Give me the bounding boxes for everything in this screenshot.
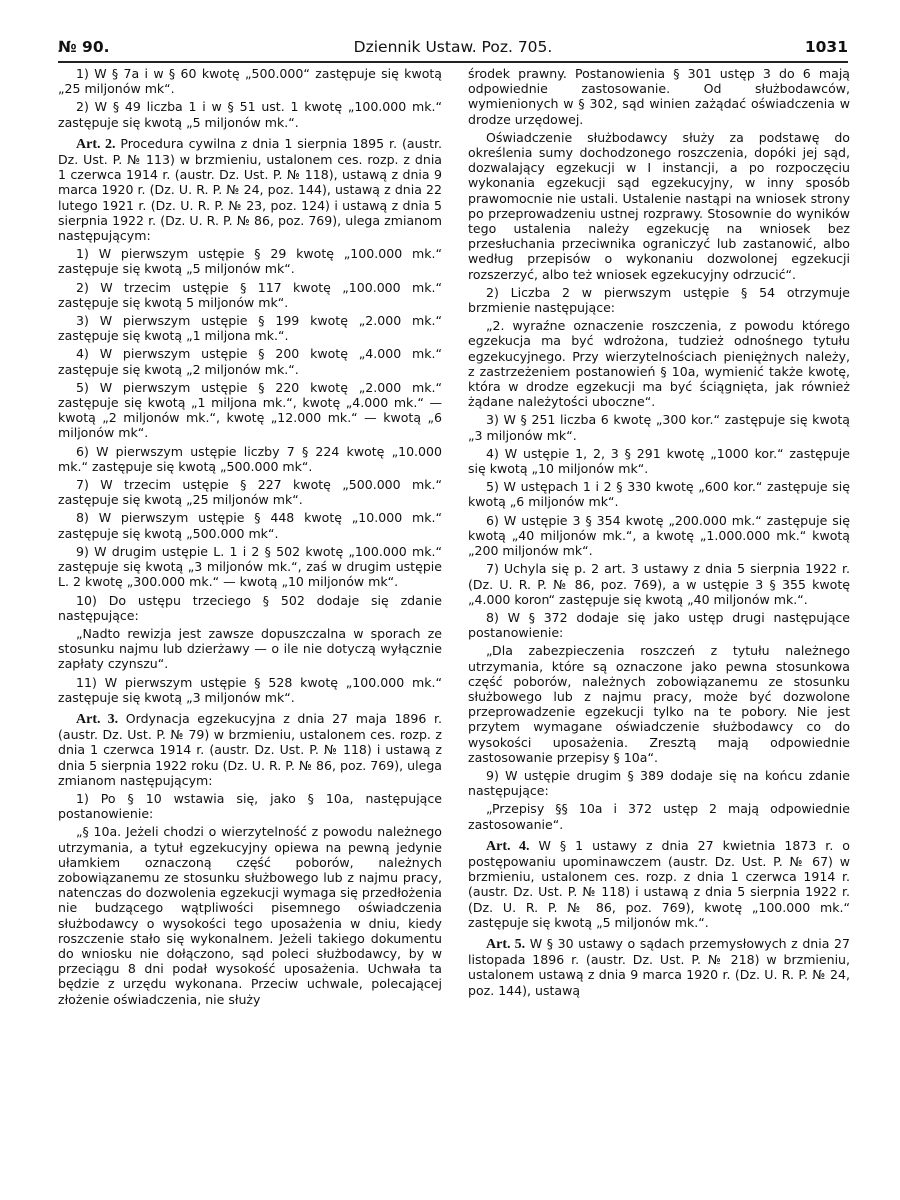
paragraph-text: 1) W § 7a i w § 60 kwotę „500.000“ zastępuje się kwotą „25 miljonów mk“. [58,66,442,97]
paragraph-text: „Nadto rewizja jest zawsze dopuszczalna w sporach ze stosunku najmu lub dzierżawy — o ile nie dotyczą wyłącznie zapłaty czynszu“. [58,625,442,672]
paragraph-text: 3) W § 251 liczba 6 kwotę „300 kor.“ zastępuje się kwotą „3 miljonów mk“. [468,412,850,443]
paragraph-text: W § 1 ustawy z dnia 27 kwietnia 1873 r. o postępowaniu upominawczem (austr. Dz. Ust. P. № 67) w brzmieniu, ustalonem ces. rozp. z dnia 1 czerwca 1914 r. (austr. Dz. Ust. P. № 118) i ustawą z dnia 5 sierpnia 1922 r. (Dz. U. R. P. № 86, poz. 769), kwotę „100.000 mk.“ zastępuje się kwotą „5 miljonów mk.“. [468,837,850,930]
right-column [468,66,850,1001]
paragraph [58,66,442,96]
paragraph [58,593,442,623]
paragraph-text: 6) W pierwszym ustępie liczby 7 § 224 kwotę „10.000 mk.“ zastępuje się kwotą „500.000 mk“. [58,443,442,474]
paragraph-text: 5) W pierwszym ustępie § 220 kwotę „2.000 mk.“ zastępuje się kwotą „1 miljona mk.“, kwotę „4.000 mk.“ — kwotą „2 miljonów mk.“, kwotę „12.000 mk.“ — kwotą „6 miljonów mk“. [58,379,442,441]
paragraph-text: 3) W pierwszym ustępie § 199 kwotę „2.000 mk.“ zastępuje się kwotą „1 miljona mk.“. [58,313,442,344]
paragraph-text: W § 30 ustawy o sądach przemysłowych z dnia 27 listopada 1896 r. (austr. Dz. Ust. P. № 218) w brzmieniu, ustalonem ustawą z dnia 9 marca 1920 r. (Dz. U. R. P. № 24, poz. 144), ustawą [468,935,850,998]
paragraph [58,346,442,376]
paragraph [468,643,850,765]
paragraph-text: 7) Uchyla się p. 2 art. 3 ustawy z dnia 5 sierpnia 1922 r. (Dz. U. R. P. № 86, poz. 769), a w ustępie 3 § 355 kwotę „4.000 koron“ zastępuje się kwotą „40 miljonów mk.“. [468,561,850,607]
paragraph-text: 10) Do ustępu trzeciego § 502 dodaje się zdanie następujące: [58,592,442,623]
article-paragraph [58,136,442,243]
page-header [58,38,848,60]
paragraph-text: Ordynacja egzekucyjna z dnia 27 maja 1896 r. (austr. Dz. Ust. P. № 79) w brzmieniu, ustalonem ces. rozp. z dnia 1 czerwca 1914 r. (austr. Dz. Ust. P. № 118) i ustawą z dnia 5 sierpnia 1922 roku (Dz. U. R. P. № 86, poz. 769), ulega zmianom następującym: [58,710,442,788]
paragraph [468,130,850,282]
paragraph [58,246,442,276]
paragraph-text: 2) Liczba 2 w pierwszym ustępie § 54 otrzymuje brzmienie następujące: [468,284,850,316]
paragraph [468,446,850,476]
article-paragraph [468,838,850,930]
paragraph [468,768,850,798]
paragraph-text: 1) W pierwszym ustępie § 29 kwotę „100.000 mk.“ zastępuje się kwotą „5 miljonów mk“. [58,246,442,277]
paragraph-text: środek prawny. Postanowienia § 301 ustęp 3 do 6 mają odpowiednie zastosowanie. Od służbodawców, wymienionych w § 302, sąd winien zażądać oświadczenia w drodze urzędowej. [468,66,850,127]
paragraph [58,313,442,343]
paragraph-text: 8) W pierwszym ustępie § 448 kwotę „10.000 mk.“ zastępuje się kwotą „500.000 mk“. [58,510,442,541]
issue-number: № 90. [58,38,110,56]
paragraph-text: 9) W ustępie drugim § 389 dodaje się na końcu zdanie następujące: [468,767,850,799]
paragraph [58,675,442,705]
paragraph [58,444,442,474]
paragraph-text: 5) W ustępach 1 i 2 § 330 kwotę „600 kor.“ zastępuje się kwotą „6 miljonów mk“. [468,479,850,510]
paragraph [468,66,850,127]
paragraph-text: 7) W trzecim ustępie § 227 kwotę „500.000 mk.“ zastępuje się kwotą „25 miljonów mk“. [58,477,442,508]
article-number: Art. 5. [486,936,526,952]
article-paragraph [468,936,850,998]
paragraph-text: „Przepisy §§ 10a i 372 ustęp 2 mają odpowiednie zastosowanie“. [468,801,850,832]
paragraph-text: 2) W trzecim ustępie § 117 kwotę „100.000 mk.“ zastępuje się kwotą 5 miljonów mk“. [58,279,442,310]
paragraph [58,626,442,672]
paragraph [468,318,850,409]
paragraph [58,824,442,1006]
article-number: Art. 4. [486,838,530,854]
paragraph-text: „Dla zabezpieczenia roszczeń z tytułu należnego utrzymania, które są oznaczone jako pewna stosunkowa część poborów, należnych zobowiązanemu ze stosunku służbowego lub z najmu pracy, może być dozwolone przeprowadzenie egzekucji tylko na te pobory. Nie jest przytem wymagane oświadczenie służbodawcy co do wysokości uposażenia. Zresztą mają odpowiednie zastosowanie przepisy § 10a“. [468,643,850,765]
paragraph [468,285,850,315]
paragraph-text: „2. wyraźne oznaczenie roszczenia, z powodu którego egzekucja ma być wdrożona, tudzież odnośnego tytułu egzekucyjnego. Przy wierzytelnościach pieniężnych należy, z zastrzeżeniem postanowień § 10a, wymienić także kwotę, która w drodze egzekucji ma być ściągnięta, jak również żądane należytości uboczne“. [468,318,850,410]
paragraph [468,412,850,442]
article-paragraph [58,711,442,788]
paragraph [58,99,442,129]
paragraph-text: 1) Po § 10 wstawia się, jako § 10a, następujące postanowienie: [58,790,442,822]
journal-title: Dziennik Ustaw. Poz. 705. [353,38,553,56]
header-rule [58,61,848,63]
paragraph-text: Oświadczenie służbodawcy służy za podstawę do określenia sumy dochodzonego roszczenia, dopóki jej sąd, dozwalający egzekucji w I instancji, a po rozpoczęciu wykonania egzekucji sąd egzekucyjny, w inny sposób prawomocnie nie ustali. Ustalenie nastąpi na wniosek strony po przeprowadzeniu ustnej rozprawy. Stosownie do wyników tego ustalenia należy egzekucję na wniosek bez przesłuchania przeciwnika ograniczyć lub zastanowić, albo według przepisów o wykonaniu dozwolonej egzekucji rozszerzyć, albo też wniosek egzekucyjny odrzucić“. [468,129,850,282]
paragraph-text: Procedura cywilna z dnia 1 sierpnia 1895 r. (austr. Dz. Ust. P. № 113) w brzmieniu, ustalonem ces. rozp. z dnia 1 czerwca 1914 r. (austr. Dz. Ust. P. № 118), ustawą z dnia 9 marca 1920 r. (Dz. U. R. P. № 24, poz. 144), ustawą z dnia 22 lutego 1921 r. (Dz. U. R. P. № 23, poz. 124) i ustawą z dnia 5 sierpnia 1922 r. (Dz. U. R. P. № 86, poz. 769), ulega zmianom następującym: [58,135,442,244]
paragraph [468,610,850,640]
article-number: Art. 3. [76,711,119,727]
paragraph-text: 9) W drugim ustępie L. 1 i 2 § 502 kwotę „100.000 mk.“ zastępuje się kwotą „3 miljonów mk.“, zaś w drugim ustępie L. 2 kwotę „300.000 mk.“ — kwotą „10 miljonów mk“. [58,543,442,590]
page-number: 1031 [804,38,848,56]
paragraph [58,510,442,540]
paragraph [58,280,442,310]
paragraph [468,513,850,559]
paragraph [58,544,442,590]
paragraph-text: „§ 10a. Jeżeli chodzi o wierzytelność z powodu należnego utrzymania, a tytuł egzekucyjny opiewa na pewną jedynie ułamkiem oznaczoną część poborów, należnych zobowiązanemu ze stosunku służbowego lub z najmu pracy, natenczas do dozwolenia egzekucji wymaga się przedłożenia nie budzącego wątpliwości pisemnego oświadczenia służbodawcy o wysokości tego uposażenia w dniu, kiedy roszczenie stało się wykonalnem. Jeżeli takiego dokumentu do wniosku nie dołączono, sąd poleci służbodawcy, by w przeciągu 8 dni podał wysokość uposażenia. Uchwała ta będzie z urzędu wykonana. Przeciw uchwale, polecającej złożenie oświadczenia, nie służy [58,824,442,1007]
paragraph-text: 4) W pierwszym ustępie § 200 kwotę „4.000 mk.“ zastępuje się kwotą „2 miljonów mk.“. [58,346,442,377]
paragraph-text: 2) W § 49 liczba 1 i w § 51 ust. 1 kwotę „100.000 mk.“ zastępuje się kwotą „5 miljonów mk.“. [58,99,442,130]
paragraph-text: 4) W ustępie 1, 2, 3 § 291 kwotę „1000 kor.“ zastępuje się kwotą „10 miljonów mk“. [468,445,850,477]
paragraph [468,561,850,607]
paragraph-text: 8) W § 372 dodaje się jako ustęp drugi następujące postanowienie: [468,609,850,641]
paragraph-text: 6) W ustępie 3 § 354 kwotę „200.000 mk.“ zastępuje się kwotą „40 miljonów mk.“, a kwotę „1.000.000 mk.“ kwotą „200 miljonów mk“. [468,512,850,559]
paragraph [58,477,442,507]
paragraph [468,801,850,831]
left-column [58,66,442,1010]
article-number: Art. 2. [76,136,116,152]
paragraph-text: 11) W pierwszym ustępie § 528 kwotę „100.000 mk.“ zastępuje się kwotą „3 miljonów mk“. [58,674,442,705]
paragraph [58,791,442,821]
paragraph [58,380,442,441]
paragraph [468,479,850,509]
